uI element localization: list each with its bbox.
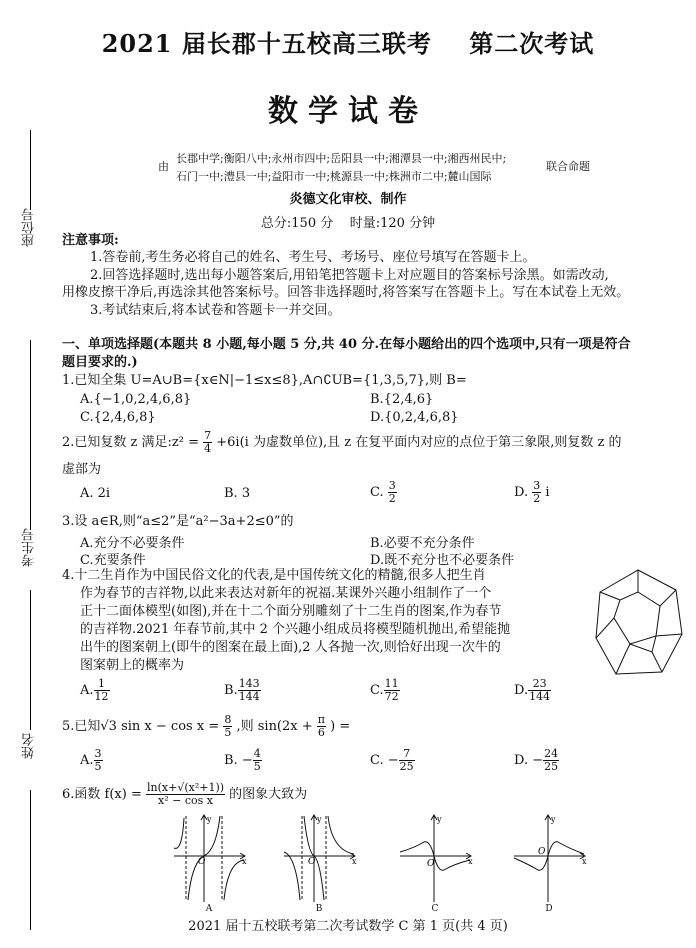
q5-option-d: D. − $\frac{24}{25}$: [514, 747, 559, 773]
graph-x-label: x: [582, 857, 587, 866]
q6-graph-d: [510, 812, 588, 914]
review-line: 炎德文化审校、制作: [289, 192, 407, 207]
q4-option-d: D. $\frac{23}{144}$: [514, 677, 551, 703]
q4-option-b: B. $\frac{143}{144}$: [224, 677, 260, 703]
q6-graph-a: [170, 812, 248, 914]
q3-stem: 3.设 a∈R,则“a≤2”是“a²−3a+2≤0”的: [62, 514, 294, 529]
notice-item-3: 3.考试结束后,将本试卷和答题卡一并交回。: [90, 303, 341, 318]
graph-y-label: y: [317, 815, 322, 824]
q6-graph-a-label: A: [205, 904, 213, 914]
q5-option-a: A. $\frac{3}{5}$: [80, 747, 102, 773]
q2-option-a: A. 2i: [80, 486, 111, 501]
graph-x-label: x: [352, 857, 357, 866]
q4-line-2: 作为春节的吉祥物,以此来表达对新年的祝福.某课外兴趣小组制作了一个: [80, 586, 492, 601]
q4-line-5: 出牛的图案朝上(即牛的图案在最上面),2 人各抛一次,则恰好出现一次牛的: [80, 640, 501, 655]
q2-fraction: $\frac{7}{4}$: [204, 429, 212, 455]
page-footer: 2021 届十五校联考第二次考试数学 C 第 1 页(共 4 页): [188, 919, 508, 934]
q6-graph-d-label: D: [545, 904, 553, 914]
graph-origin-label: O: [308, 857, 316, 867]
q1-option-b: B.{2,4,6}: [370, 392, 434, 407]
q6-graph-c: [396, 812, 474, 914]
q5-option-b: B. − $\frac{4}{5}$: [224, 747, 261, 773]
dodecahedron-figure: [590, 566, 686, 686]
q6-graph-b-label: B: [315, 904, 323, 914]
notice-heading: 注意事项:: [62, 233, 119, 248]
margin-line: [30, 790, 31, 930]
q4-option-c: C. $\frac{11}{72}$: [370, 677, 399, 703]
margin-line: [30, 590, 31, 730]
seat-number-label: 座位号: [22, 208, 37, 247]
q3-option-d: D.既不充分也不必要条件: [370, 553, 515, 568]
q2-stem-c: 虚部为: [62, 462, 102, 477]
graph-origin-label: O: [538, 847, 546, 857]
exam-number-label: 考生号: [22, 528, 37, 567]
q4-line-1: 4.十二生肖作为中国民俗文化的代表,是中国传统文化的精髓,很多人把生肖: [62, 568, 486, 583]
schools-line2: 石门一中;澧县一中;益阳市一中;桃源县一中;株洲市二中;麓山国际: [176, 170, 492, 183]
schools-suffix: 联合命题: [546, 160, 590, 173]
q5-option-c: C. − $\frac{7}{25}$: [370, 747, 414, 773]
graph-origin-label: O: [427, 859, 435, 869]
q5-stem: 5.已知√3 sin x − cos x = $\frac{8}{5}$ ,则 sin(2x + $\frac{\pi}{6}$ ) =: [62, 713, 351, 739]
graph-origin-label: O: [198, 857, 206, 867]
section-heading-a: 一、单项选择题(本题共 8 小题,每小题 5 分,共 40 分.在每小题给出的四个选项中,只有一项是符合: [62, 337, 631, 352]
graph-x-label: x: [468, 857, 473, 866]
q1-option-c: C.{2,4,6,8}: [80, 410, 156, 425]
margin-line: [30, 340, 31, 530]
q3-option-c: C.充要条件: [80, 553, 146, 568]
notice-item-1: 1.答卷前,考生务必将自己的姓名、考生号、考场号、座位号填写在答题卡上。: [90, 250, 536, 265]
exam-title: 2021 届长郡十五校高三联考 第二次考试: [101, 29, 595, 58]
q4-line-3: 正十二面体模型(如图),并在十二个面分别雕刻了十二生肖的图案,作为春节: [80, 604, 502, 619]
graph-y-label: y: [551, 815, 556, 824]
q4-line-6: 图案朝上的概率为: [80, 658, 185, 673]
q1-option-a: A.{−1,0,2,4,6,8}: [80, 392, 192, 407]
notice-item-2a: 2.回答选择题时,选出每小题答案后,用铅笔把答题卡上对应题目的答案标号涂黑。如需改动,: [90, 268, 609, 283]
schools-prefix: 由: [158, 160, 169, 173]
q6-stem: 6.函数 f(x) = $\frac{\text{ln(x+√(x²+1))}}{\text{x² − cos x}}$ 的图象大致为: [62, 781, 308, 807]
q2-stem-a: 2.已知复数 z 满足:z² =: [62, 435, 199, 450]
section-heading-b: 题目要求的.): [62, 355, 138, 370]
q2-stem-b: +6i(i 为虚数单位),且 z 在复平面内对应的点位于第三象限,则复数 z 的: [216, 435, 622, 450]
exam-subtitle: 数学试卷: [268, 94, 428, 129]
q1-stem: 1.已知全集 U=A∪B={x∈N|−1≤x≤8},A∩∁UB={1,3,5,7},则 B=: [62, 373, 467, 388]
q1-option-d: D.{0,2,4,6,8}: [370, 410, 459, 425]
q6-graph-b: [280, 812, 358, 914]
graph-y-label: y: [207, 815, 212, 824]
q6-graph-c-label: C: [431, 904, 439, 914]
q3-option-a: A.充分不必要条件: [80, 536, 185, 551]
score-time: 总分:150 分 时量:120 分钟: [260, 216, 436, 231]
q3-option-b: B.必要不充分条件: [370, 536, 475, 551]
q2-option-c: C. $\frac{3}{2}$: [370, 479, 396, 505]
q2-stem: [62, 430, 622, 455]
q4-line-4: 的吉祥物.2021 年春节前,其中 2 个兴趣小组成员将模型随机抛出,希望能抛: [80, 622, 511, 637]
q2-option-b: B. 3: [224, 486, 251, 501]
q2-option-d: D. $\frac{3}{2}$ i: [514, 479, 550, 505]
graph-y-label: y: [437, 815, 442, 824]
schools-line1: 长郡中学;衡阳八中;永州市四中;岳阳县一中;湘潭县一中;湘西州民中;: [176, 152, 507, 165]
name-label: 姓名: [22, 733, 37, 759]
graph-x-label: x: [242, 857, 247, 866]
q4-option-a: A. $\frac{1}{12}$: [80, 677, 109, 703]
notice-item-2b: 用橡皮擦干净后,再选涂其他答案标号。回答非选择题时,将答案写在答题卡上。写在本试卷上无效。: [62, 285, 630, 300]
